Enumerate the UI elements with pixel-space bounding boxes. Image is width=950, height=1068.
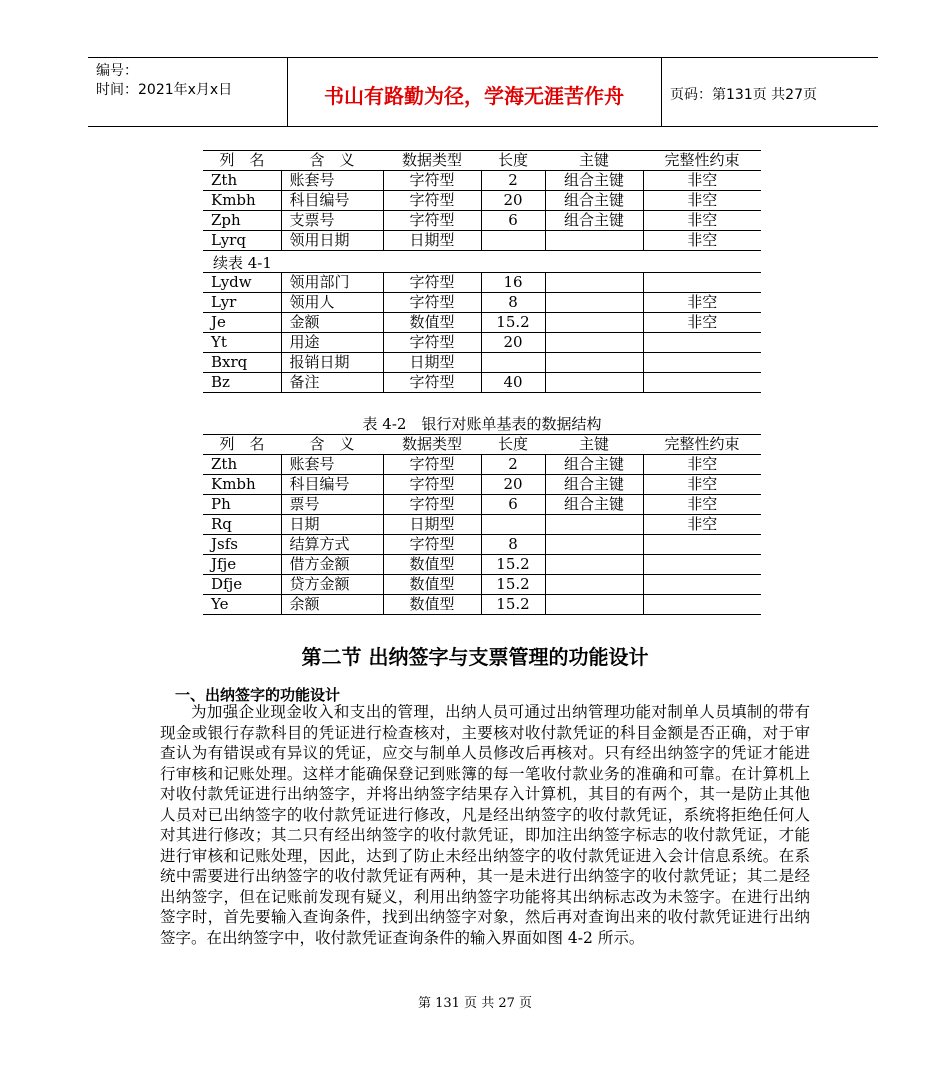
table-cell: 数值型	[383, 313, 481, 333]
table-cell: 组合主键	[545, 455, 643, 475]
table-cell: 非空	[643, 191, 761, 211]
table-cell: 2	[481, 171, 545, 191]
table-cell: 字符型	[383, 495, 481, 515]
table-cell: Kmbh	[203, 191, 281, 211]
table-cell	[545, 515, 643, 535]
table-row	[203, 495, 761, 515]
table-row	[203, 231, 761, 251]
table-cell	[643, 373, 761, 393]
table-cell	[643, 595, 761, 615]
table-cell: 余额	[281, 595, 383, 615]
table-cell: Zth	[203, 455, 281, 475]
col-header: 列 名	[203, 151, 281, 171]
col-header: 长度	[481, 435, 545, 455]
table-cell: Lyrq	[203, 231, 281, 251]
table-row	[203, 555, 761, 575]
table-row	[203, 211, 761, 231]
table-cell: 非空	[643, 313, 761, 333]
table-cell: 字符型	[383, 373, 481, 393]
table-row	[203, 353, 761, 373]
table-row	[203, 515, 761, 535]
table-cell	[643, 555, 761, 575]
section-title: 第二节 出纳签字与支票管理的功能设计	[301, 645, 649, 669]
table-cell: 票号	[281, 495, 383, 515]
table-cell: 科目编号	[281, 191, 383, 211]
table-row	[203, 535, 761, 555]
table-cell: 账套号	[281, 171, 383, 191]
col-header: 完整性约束	[643, 435, 761, 455]
table-row	[203, 475, 761, 495]
table-cell: 贷方金额	[281, 575, 383, 595]
table-cell: 报销日期	[281, 353, 383, 373]
table-row	[203, 373, 761, 393]
table-cell	[545, 575, 643, 595]
table-cell	[545, 555, 643, 575]
table-cell: Ph	[203, 495, 281, 515]
table-4-2-caption: 表 4-2 银行对账单基表的数据结构	[362, 415, 602, 433]
header-meta	[96, 62, 232, 100]
table-cell: 字符型	[383, 333, 481, 353]
continuation-label: 续表 4-1	[213, 254, 272, 272]
table-cell	[545, 231, 643, 251]
table-cell: 6	[481, 495, 545, 515]
table-cell: 字符型	[383, 293, 481, 313]
header-divider-right	[661, 58, 662, 126]
table-cell: 数值型	[383, 555, 481, 575]
table-cell: 账套号	[281, 455, 383, 475]
table-cell: 金额	[281, 313, 383, 333]
table-cell: Jfje	[203, 555, 281, 575]
table-cell: 组合主键	[545, 495, 643, 515]
table-cell: 15.2	[481, 555, 545, 575]
table-cell: 组合主键	[545, 475, 643, 495]
table-cell: 数值型	[383, 575, 481, 595]
table-cell	[481, 515, 545, 535]
table-row	[203, 191, 761, 211]
header-page-info: 页码：第131页 共27页	[670, 87, 817, 103]
table-cell: 非空	[643, 495, 761, 515]
table-cell: Yt	[203, 333, 281, 353]
table-cell: 用途	[281, 333, 383, 353]
table-cell	[643, 353, 761, 373]
table-cell: 非空	[643, 293, 761, 313]
table-cell: Ye	[203, 595, 281, 615]
table-cell: 15.2	[481, 313, 545, 333]
table-cell	[545, 333, 643, 353]
table-cell: 字符型	[383, 475, 481, 495]
table-cell: 日期	[281, 515, 383, 535]
table-cell: Zph	[203, 211, 281, 231]
table-cell: 8	[481, 293, 545, 313]
table-cell	[643, 273, 761, 293]
body-paragraph: 为加强企业现金收入和支出的管理，出纳人员可通过出纳管理功能对制单人员填制的带有现金或银行存款科目的凭证进行检查核对，主要核对收付款凭证的科目金额是否正确，对于审查认为有错误或有异议的凭证，应交与制单人员修改后再核对。只有经出纳签字的凭证才能进行审核和记账处理。这样才能确保登记到账簿的每一笔收付款业务的准确和可靠。在计算机上对收付款凭证进行出纳签字，并将出纳签字结果存入计算机，其目的有两个，其一是防止其他人员对已出纳签字的收付款凭证进行修改，凡是经出纳签字的收付款凭证，系统将拒绝任何人对其进行修改；其二只有经出纳签字的收付款凭证，即加注出纳签字标志的收付款凭证，才能进行审核和记账处理，因此，达到了防止未经出纳签字的收付款凭证进入会计信息系统。在系统中需要进行出纳签字的收付款凭证有两种，其一是未进行出纳签字的收付款凭证；其二是经出纳签字，但在记账前发现有疑义，利用出纳签字功能将其出纳标志改为未签字。在进行出纳签字时，首先要输入查询条件，找到出纳签字对象，然后再对查询出来的收付款凭证进行出纳签字。在出纳签字中，收付款凭证查询条件的输入界面如图 4-2 所示。	[160, 703, 810, 947]
table-cell: 字符型	[383, 273, 481, 293]
page-header	[88, 57, 878, 127]
table-cell: Bxrq	[203, 353, 281, 373]
table-cell: 20	[481, 191, 545, 211]
table-cell	[545, 313, 643, 333]
table-cell: 非空	[643, 455, 761, 475]
table-4-2	[203, 434, 761, 615]
table-cell: 字符型	[383, 191, 481, 211]
table-cell: 非空	[643, 475, 761, 495]
table-cell: Bz	[203, 373, 281, 393]
col-header: 含 义	[281, 151, 383, 171]
page-footer: 第 131 页 共 27 页	[417, 996, 533, 1011]
time-label: 时间：2021年x月x日	[96, 82, 233, 98]
table-cell: 40	[481, 373, 545, 393]
table-cell: 非空	[643, 515, 761, 535]
col-header: 含 义	[281, 435, 383, 455]
table-cell: 8	[481, 535, 545, 555]
col-header: 列 名	[203, 435, 281, 455]
table-cell: 组合主键	[545, 191, 643, 211]
table-cell	[545, 293, 643, 313]
table-cell	[545, 373, 643, 393]
table-cell: 支票号	[281, 211, 383, 231]
table-cell: 日期型	[383, 353, 481, 373]
sub-section-title: 一、出纳签字的功能设计	[175, 686, 341, 704]
table-cell: 科目编号	[281, 475, 383, 495]
table-cell: 组合主键	[545, 171, 643, 191]
table-cell	[545, 353, 643, 373]
table-cell: 15.2	[481, 595, 545, 615]
table-cell	[545, 273, 643, 293]
table-cell: 15.2	[481, 575, 545, 595]
table-cell: 备注	[281, 373, 383, 393]
col-header: 主键	[545, 435, 643, 455]
table-cell: 结算方式	[281, 535, 383, 555]
table-row	[203, 171, 761, 191]
table-cell: 组合主键	[545, 211, 643, 231]
table-cell: Lydw	[203, 273, 281, 293]
table-cell	[545, 595, 643, 615]
table-4-1-part-a	[203, 150, 761, 251]
table-cell: 字符型	[383, 171, 481, 191]
table-cell: 领用日期	[281, 231, 383, 251]
table-row	[203, 575, 761, 595]
table-cell: Kmbh	[203, 475, 281, 495]
table-cell: 非空	[643, 171, 761, 191]
table-row	[203, 595, 761, 615]
table-row	[203, 455, 761, 475]
table-cell: 20	[481, 333, 545, 353]
col-header: 完整性约束	[643, 151, 761, 171]
table-cell: 2	[481, 455, 545, 475]
table-cell: 数值型	[383, 595, 481, 615]
table-cell	[643, 535, 761, 555]
table-header-row	[203, 151, 761, 171]
table-cell: Lyr	[203, 293, 281, 313]
table-cell: 领用部门	[281, 273, 383, 293]
col-header: 主键	[545, 151, 643, 171]
table-cell	[643, 575, 761, 595]
table-row	[203, 333, 761, 353]
header-motto: 书山有路勤为径，学海无涯苦作舟	[324, 84, 624, 108]
table-cell: 日期型	[383, 515, 481, 535]
table-row	[203, 313, 761, 333]
col-header: 数据类型	[383, 151, 481, 171]
table-cell: 字符型	[383, 535, 481, 555]
table-header-row	[203, 435, 761, 455]
table-cell	[643, 333, 761, 353]
table-row	[203, 293, 761, 313]
table-cell: 日期型	[383, 231, 481, 251]
table-cell: 非空	[643, 211, 761, 231]
table-cell: 20	[481, 475, 545, 495]
table-cell: 6	[481, 211, 545, 231]
table-cell: Zth	[203, 171, 281, 191]
table-cell: 借方金额	[281, 555, 383, 575]
number-label: 编号：	[96, 63, 138, 79]
table-cell: 字符型	[383, 211, 481, 231]
table-cell: 16	[481, 273, 545, 293]
table-cell	[481, 231, 545, 251]
table-4-1-part-b	[203, 272, 761, 393]
col-header: 长度	[481, 151, 545, 171]
table-cell: Dfje	[203, 575, 281, 595]
table-cell: 领用人	[281, 293, 383, 313]
table-cell: 非空	[643, 231, 761, 251]
table-cell: Je	[203, 313, 281, 333]
table-cell	[481, 353, 545, 373]
col-header: 数据类型	[383, 435, 481, 455]
table-cell: Rq	[203, 515, 281, 535]
table-cell: Jsfs	[203, 535, 281, 555]
table-row	[203, 273, 761, 293]
table-cell: 字符型	[383, 455, 481, 475]
table-cell	[545, 535, 643, 555]
